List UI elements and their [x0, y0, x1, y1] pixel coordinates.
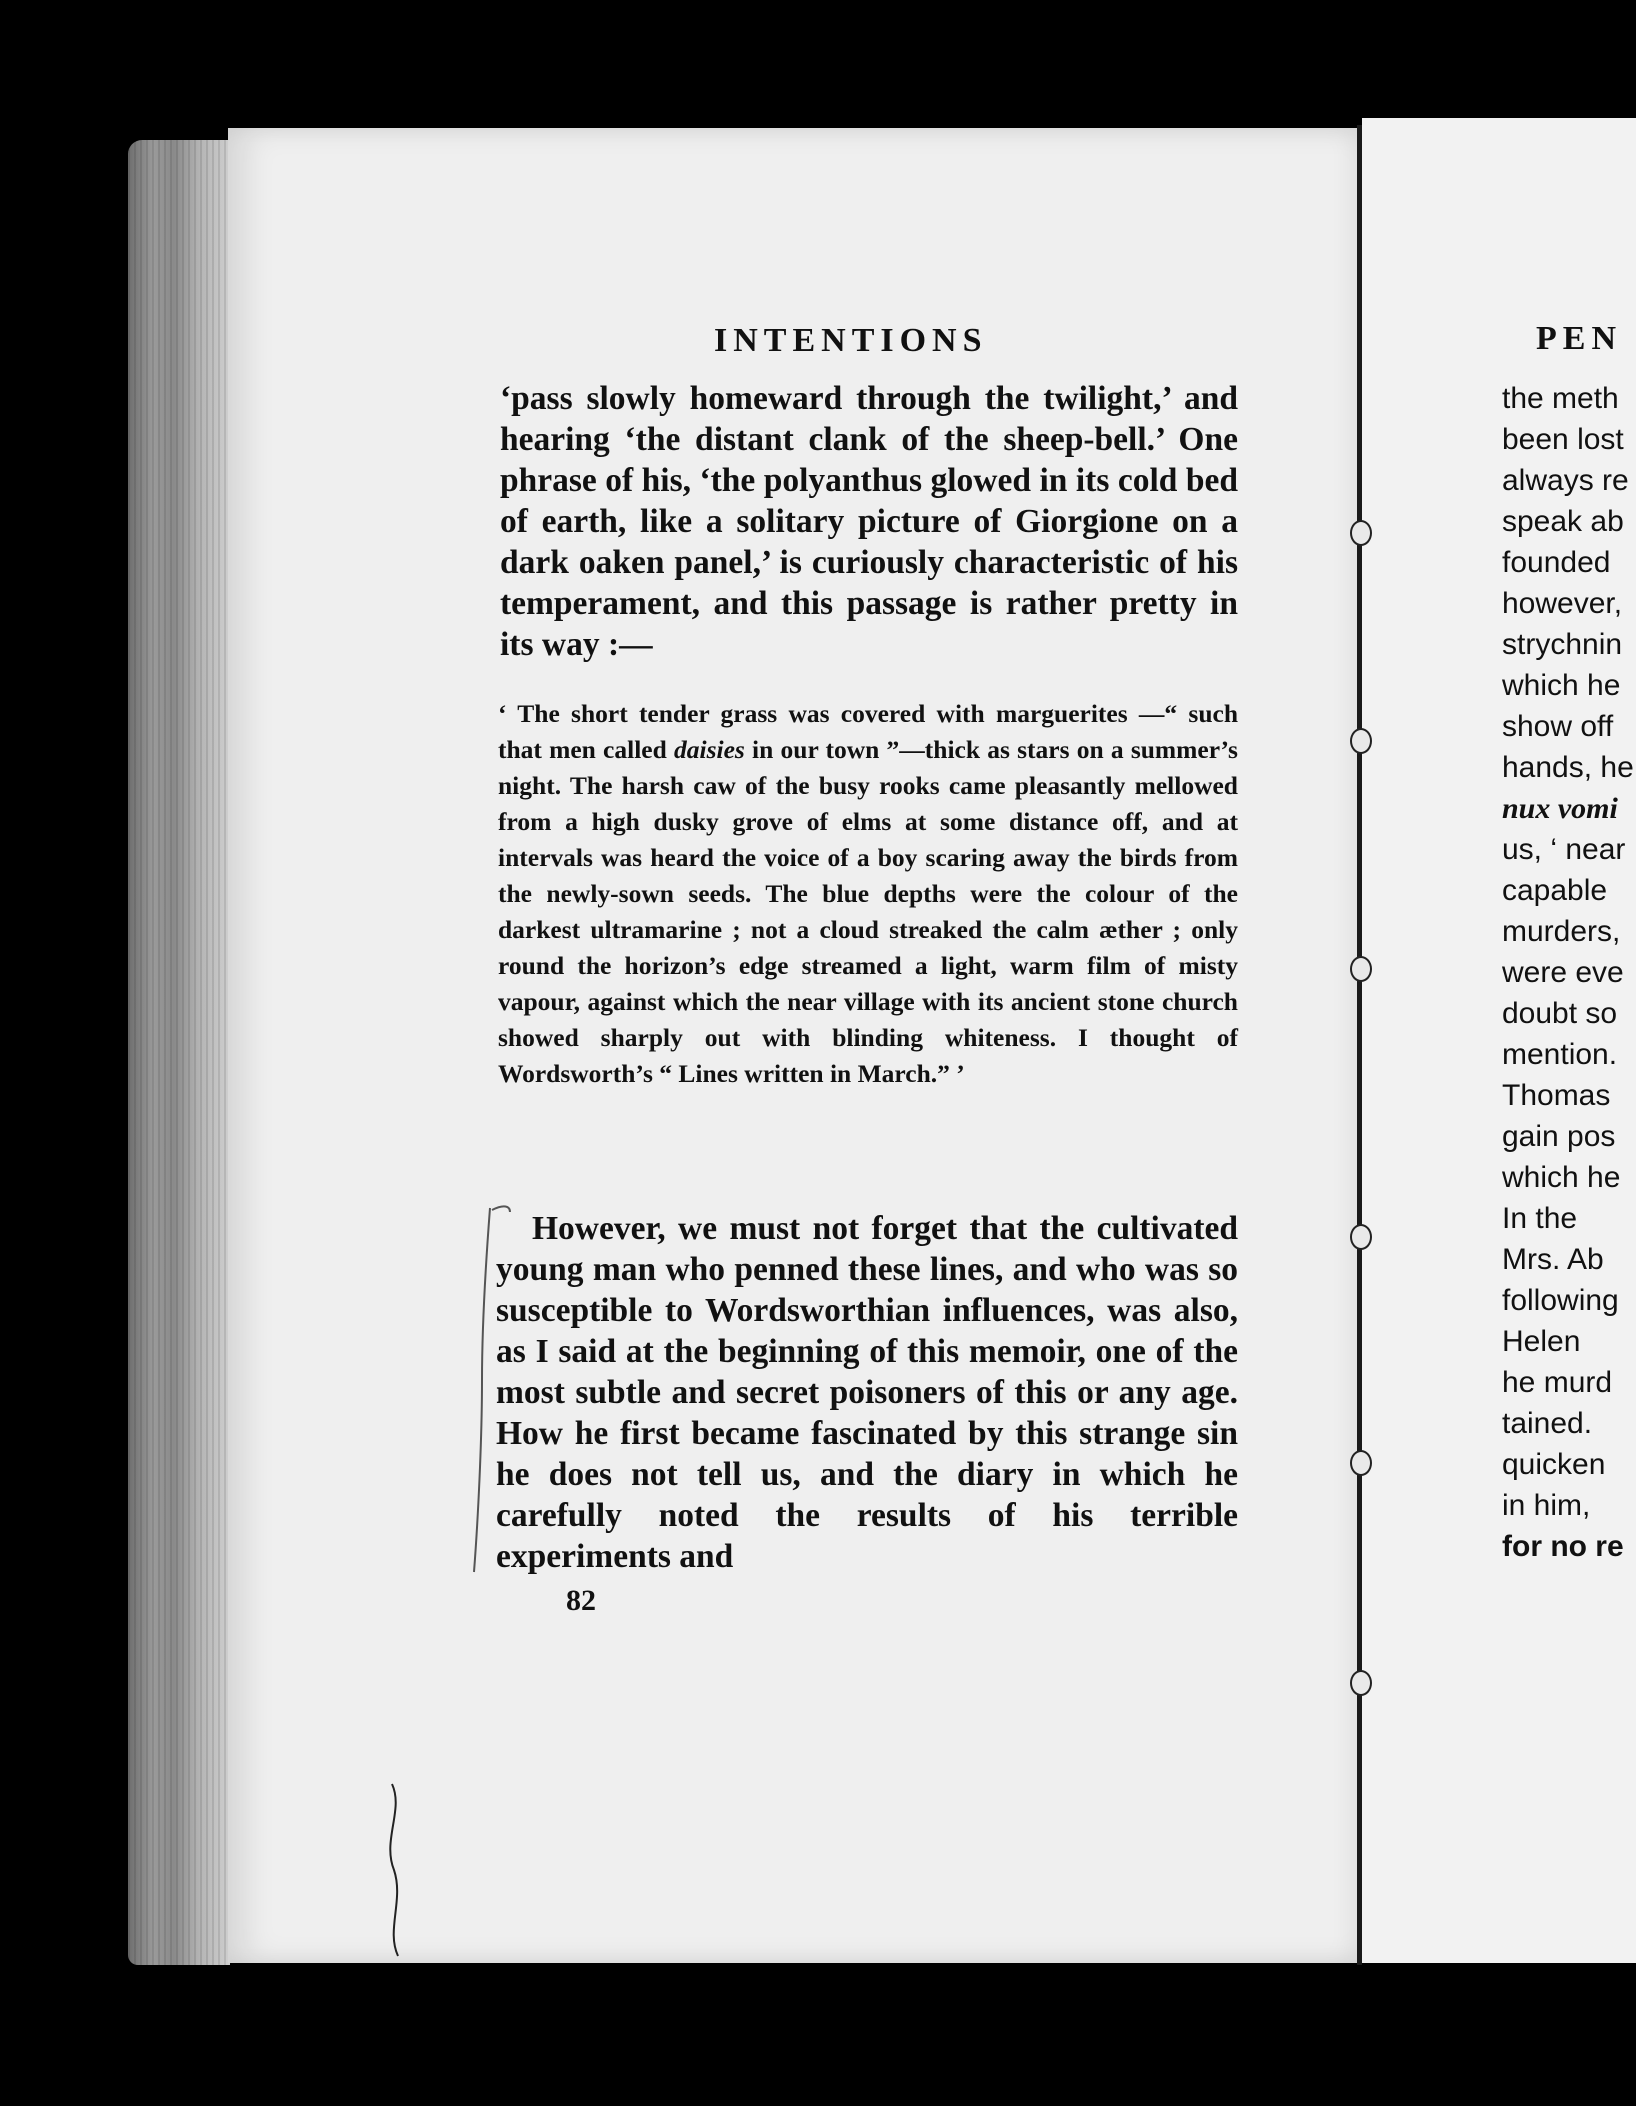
text-line: doubt so — [1502, 997, 1618, 1030]
text-line: quicken — [1502, 1448, 1606, 1481]
text-line: were eve — [1502, 956, 1624, 989]
text-line: Helen — [1502, 1325, 1581, 1358]
text-line: murders, — [1502, 915, 1621, 948]
text-line: tained. — [1502, 1407, 1593, 1440]
text-line: for no re — [1502, 1530, 1624, 1563]
text-line: mention. — [1502, 1038, 1618, 1071]
text-line: following — [1502, 1284, 1619, 1317]
text-line: show off — [1502, 710, 1614, 743]
text-line: always re — [1502, 464, 1629, 497]
text-line: In the — [1502, 1202, 1578, 1235]
text-line: which he — [1502, 669, 1621, 702]
text-line: the meth — [1502, 382, 1619, 415]
page-edge-stack — [128, 140, 230, 1965]
text-line: Mrs. Ab — [1502, 1243, 1604, 1276]
text-line: speak ab — [1502, 505, 1624, 538]
text-line: he murd — [1502, 1366, 1613, 1399]
right-page-text — [1502, 378, 1636, 1567]
binding-ring — [1350, 1450, 1372, 1476]
paragraph-1: ‘pass slowly homeward through the twilight,’ and hearing ‘the distant clank of the sheep-bell.’ One phrase of his, ‘the polyanthus glowed in its cold bed of earth, like a solitary picture of Giorgione on a dark oaken panel,’ is curiously characteristic of his temperament, and this passage is rather pretty in its way :— — [500, 380, 1238, 663]
binding-ring — [1350, 520, 1372, 546]
text-line: capable — [1502, 874, 1608, 907]
text-line: been lost — [1502, 423, 1624, 456]
page-number: 82 — [566, 1584, 596, 1617]
binding-ring — [1350, 1224, 1372, 1250]
binding-ring — [1350, 956, 1372, 982]
text-line: hands, he — [1502, 751, 1634, 784]
pencil-margin-mark — [452, 1200, 512, 1600]
binding-ring — [1350, 728, 1372, 754]
text-line: gain pos — [1502, 1120, 1616, 1153]
text-line: nux vomi — [1502, 792, 1618, 825]
text-line: founded — [1502, 546, 1611, 579]
paragraph-2: However, we must not forget that the cultivated young man who penned these lines, and who was so susceptible to Wordsworthian influences, was also, as I said at the beginning of this memoir, one of the most subtle and secret poisoners of this or any age. How he first became fascinated by this strange sin he does not tell us, and the diary in which he carefully noted the results of his terrible experiments and — [496, 1210, 1238, 1575]
pencil-squiggle — [378, 1780, 418, 1960]
block-quote — [498, 696, 1238, 1092]
quote-part-1: ‘ The short tender grass was covered with marguerites —“ such that men called — [498, 699, 1238, 764]
text-line: in him, — [1502, 1489, 1591, 1522]
binding-ring — [1350, 1670, 1372, 1696]
text-line: us, ‘ near — [1502, 833, 1626, 866]
running-head-left: INTENTIONS — [714, 322, 988, 359]
running-head-right: PEN — [1536, 320, 1622, 357]
text-line: Thomas — [1502, 1079, 1611, 1112]
quote-italic-word: daisies — [674, 735, 745, 764]
text-line: which he — [1502, 1161, 1621, 1194]
quote-part-2: in our town ”—thick as stars on a summer’s night. The harsh caw of the busy rooks came pleasantly mellowed from a high dusky grove of elms at some distance off, and at intervals was heard the voice of a boy scaring away the birds from the newly-sown seeds. The blue depths were the colour of the darkest ultramarine ; not a cloud streaked the calm æther ; only round the horizon’s edge streamed a light, warm film of misty vapour, against which the near village with its ancient stone church showed sharply out with blinding whiteness. I thought of Wordsworth’s “ Lines written in March.” ’ — [498, 735, 1238, 1088]
text-line: however, — [1502, 587, 1623, 620]
text-line: strychnin — [1502, 628, 1623, 661]
